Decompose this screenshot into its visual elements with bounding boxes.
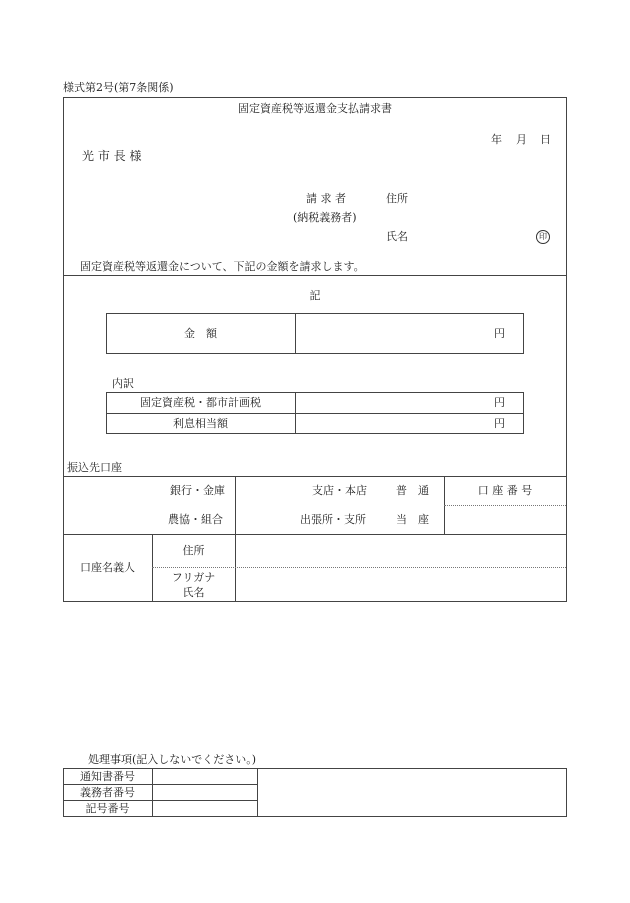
processing-heading: 処理事項(記入しないでください。) — [88, 753, 257, 766]
cooperative-label: 農協・組合 — [168, 513, 223, 526]
breakdown-row-unit: 円 — [494, 396, 505, 409]
amount-unit: 円 — [494, 327, 505, 340]
breakdown-col-divider — [295, 392, 296, 434]
claimant-address-label: 住所 — [386, 192, 408, 205]
divider — [152, 567, 566, 568]
claimant-name-label: 氏名 — [386, 230, 408, 243]
breakdown-row-unit: 円 — [494, 417, 505, 430]
breakdown-row-label: 利息相当額 — [173, 417, 228, 430]
divider — [152, 768, 153, 817]
processing-row-label: 通知書番号 — [80, 770, 135, 783]
request-text: 固定資産税等返還金について、下記の金額を請求します。 — [80, 260, 365, 273]
divider — [235, 476, 236, 534]
ordinary-label: 普 通 — [396, 484, 429, 497]
processing-row-label: 記号番号 — [85, 802, 130, 815]
branch-main-label: 支店・本店 — [312, 484, 367, 497]
divider — [235, 534, 236, 602]
divider — [257, 768, 258, 817]
divider — [63, 800, 257, 801]
bank-label: 銀行・金庫 — [170, 484, 225, 497]
holder-label: 口座名義人 — [80, 561, 135, 574]
claimant-sublabel: (納税義務者) — [293, 211, 357, 224]
divider — [444, 505, 566, 506]
addressee: 光 市 長 様 — [82, 149, 142, 163]
office-branch-label: 出張所・支所 — [300, 513, 366, 526]
date-day: 日 — [540, 133, 551, 146]
breakdown-heading: 内訳 — [112, 377, 134, 390]
divider — [63, 534, 567, 535]
divider — [63, 275, 567, 276]
holder-furigana-label: フリガナ — [171, 571, 216, 584]
transfer-heading: 振込先口座 — [67, 461, 122, 474]
holder-address-label: 住所 — [182, 544, 205, 557]
divider — [63, 784, 257, 785]
breakdown-row-label: 固定資産税・都市計画税 — [140, 396, 261, 409]
form-title: 固定資産税等返還金支払請求書 — [238, 102, 392, 115]
processing-row-label: 義務者番号 — [80, 786, 135, 799]
holder-name-label: 氏名 — [182, 586, 205, 599]
seal-mark: 印 — [536, 230, 550, 244]
current-label: 当 座 — [396, 513, 429, 526]
amount-label: 金 額 — [184, 327, 217, 340]
date-month: 月 — [516, 133, 527, 146]
amount-divider — [295, 313, 296, 354]
claimant-label: 請 求 者 — [306, 192, 346, 205]
ki-heading: 記 — [309, 289, 321, 302]
breakdown-row-divider — [106, 413, 524, 414]
form-number: 様式第2号(第7条関係) — [63, 81, 174, 94]
date-year: 年 — [491, 133, 502, 146]
account-number-label: 口 座 番 号 — [477, 484, 533, 497]
divider — [63, 476, 567, 477]
